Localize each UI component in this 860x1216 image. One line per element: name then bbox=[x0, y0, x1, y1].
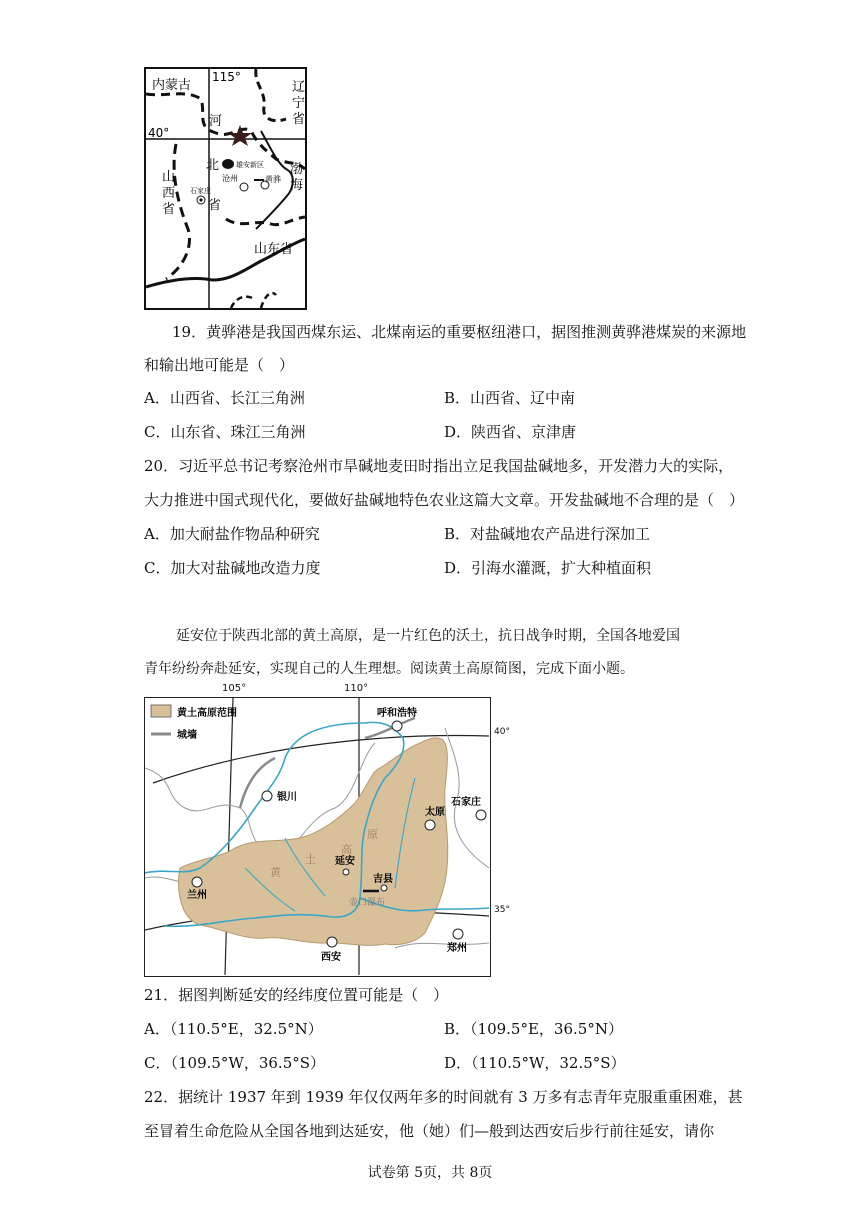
q22-stem-line2: 至冒着生命危险从全国各地到达延安，他（她）们—般到达西安后步行前往延安，请你 bbox=[144, 1122, 715, 1140]
label-shanxi: 山西省 bbox=[162, 170, 176, 217]
label-huhehaote: 呼和浩特 bbox=[377, 708, 417, 719]
q20-option-d[interactable]: D．引海水灌溉，扩大种植面积 bbox=[444, 559, 652, 577]
q20-stem-line1: 20．习近平总书记考察沧州市旱碱地麦田时指出立足我国盐碱地多，开发潜力大的实际， bbox=[144, 457, 734, 475]
hebei-location-map bbox=[144, 67, 307, 310]
boundary-line bbox=[231, 293, 276, 308]
q20-stem-line2: 大力推进中国式现代化，要做好盐碱地特色农业这篇大文章。开发盐碱地不合理的是（ ） bbox=[144, 491, 745, 509]
map2-label-lat-40: 40° bbox=[494, 727, 510, 737]
q21-option-b[interactable]: B．（109.5°E，36.5°N） bbox=[444, 1020, 623, 1038]
label-jixian: 吉县 bbox=[373, 874, 393, 885]
loess-plateau-map bbox=[144, 697, 491, 977]
yanan-dot bbox=[343, 869, 349, 875]
label-yanan: 延安 bbox=[335, 856, 355, 867]
passage-line1: 延安位于陕西北部的黄土高原，是一片红色的沃土，抗日战争时期，全国各地爱国 bbox=[176, 628, 680, 644]
xiongan-dot bbox=[222, 159, 234, 169]
label-taiyuan: 太原 bbox=[425, 807, 445, 818]
label-zhengzhou: 郑州 bbox=[447, 943, 467, 954]
q20-option-b[interactable]: B．对盐碱地农产品进行深加工 bbox=[444, 525, 651, 543]
label-xian: 西安 bbox=[321, 952, 341, 963]
q22-stem-line1: 22．据统计 1937 年到 1939 年仅仅两年多的时间就有 3 万多有志青年克服重重困难，甚 bbox=[144, 1088, 743, 1106]
label-huanghua: 黄骅 bbox=[265, 175, 281, 184]
shijiazhuang-capital-mark bbox=[199, 198, 202, 201]
shijiazhuang-dot bbox=[476, 810, 486, 820]
label-huang: 黄 bbox=[270, 866, 281, 879]
map2-label-lon-105: 105° bbox=[222, 683, 247, 694]
label-yuan: 原 bbox=[367, 828, 378, 841]
label-tu: 土 bbox=[305, 853, 316, 866]
label-bei: 北 bbox=[206, 158, 220, 173]
q21-option-c[interactable]: C．（109.5°W，36.5°S） bbox=[144, 1054, 326, 1072]
q21-stem: 21．据图判断延安的经纬度位置可能是（ ） bbox=[144, 986, 449, 1004]
jixian-dot bbox=[381, 885, 387, 891]
map2-label-lon-110: 110° bbox=[344, 683, 369, 694]
zhengzhou-dot bbox=[453, 929, 463, 939]
hebei-map-svg bbox=[146, 69, 305, 308]
label-liaoning: 辽宁省 bbox=[292, 80, 305, 127]
label-hukou: 壶口瀑布 bbox=[349, 898, 386, 908]
label-shijiazhuang: 石家庄 bbox=[451, 797, 481, 808]
q19-option-c[interactable]: C．山东省、珠江三角洲 bbox=[144, 423, 306, 441]
label-lon-115: 115° bbox=[212, 70, 241, 84]
label-cangzhou: 沧州 bbox=[222, 174, 238, 183]
legend-plateau-label: 黄土高原范围 bbox=[177, 708, 237, 719]
passage-line2: 青年纷纷奔赴延安，实现自己的人生理想。阅读黄土高原简图，完成下面小题。 bbox=[144, 661, 634, 677]
label-bohai: 渤海 bbox=[290, 162, 304, 193]
lanzhou-dot bbox=[192, 877, 202, 887]
loess-plateau-svg bbox=[145, 698, 489, 975]
label-lanzhou: 兰州 bbox=[187, 890, 207, 901]
label-gao: 高 bbox=[341, 843, 352, 856]
boundary-line bbox=[256, 69, 286, 121]
q21-option-a[interactable]: A．（110.5°E，32.5°N） bbox=[144, 1020, 323, 1038]
q21-option-d[interactable]: D．（110.5°W，32.5°S） bbox=[444, 1054, 626, 1072]
q19-option-a[interactable]: A．山西省、长江三角洲 bbox=[144, 389, 305, 407]
label-shijiazhuang: 石家庄 bbox=[190, 187, 211, 195]
q19-option-b[interactable]: B．山西省、辽中南 bbox=[444, 389, 576, 407]
label-shandong: 山东省 bbox=[254, 242, 294, 257]
label-yinchuan: 银川 bbox=[277, 792, 297, 803]
yinchuan-dot bbox=[262, 791, 272, 801]
legend-plateau-swatch bbox=[151, 705, 171, 717]
taiyuan-dot bbox=[425, 820, 435, 830]
boundary-line bbox=[146, 94, 305, 169]
huhehaote-dot bbox=[392, 721, 402, 731]
label-sheng: 省 bbox=[208, 198, 222, 213]
q19-stem-line2: 和输出地可能是（ ） bbox=[144, 356, 295, 374]
xian-dot bbox=[327, 937, 337, 947]
label-he: 河 bbox=[209, 114, 223, 129]
q19-stem-line1: 19．黄骅港是我国西煤东运、北煤南运的重要枢纽港口，据图推测黄骅港煤炭的来源地 bbox=[172, 323, 747, 341]
map2-label-lat-35: 35° bbox=[494, 905, 510, 915]
loess-plateau-region bbox=[179, 738, 448, 946]
q20-option-c[interactable]: C．加大对盐碱地改造力度 bbox=[144, 559, 321, 577]
q19-option-d[interactable]: D．陕西省、京津唐 bbox=[444, 423, 577, 441]
page-footer: 试卷第 5页，共 8页 bbox=[367, 1165, 493, 1181]
legend-wall-label: 城墙 bbox=[177, 730, 197, 741]
beijing-star-icon bbox=[228, 125, 252, 146]
q20-option-a[interactable]: A．加大耐盐作物品种研究 bbox=[144, 525, 320, 543]
label-xiongan: 雄安新区 bbox=[236, 161, 264, 169]
label-lat-40: 40° bbox=[148, 126, 170, 140]
label-nei-menggu: 内蒙古 bbox=[152, 78, 192, 93]
cangzhou-dot bbox=[240, 183, 248, 191]
